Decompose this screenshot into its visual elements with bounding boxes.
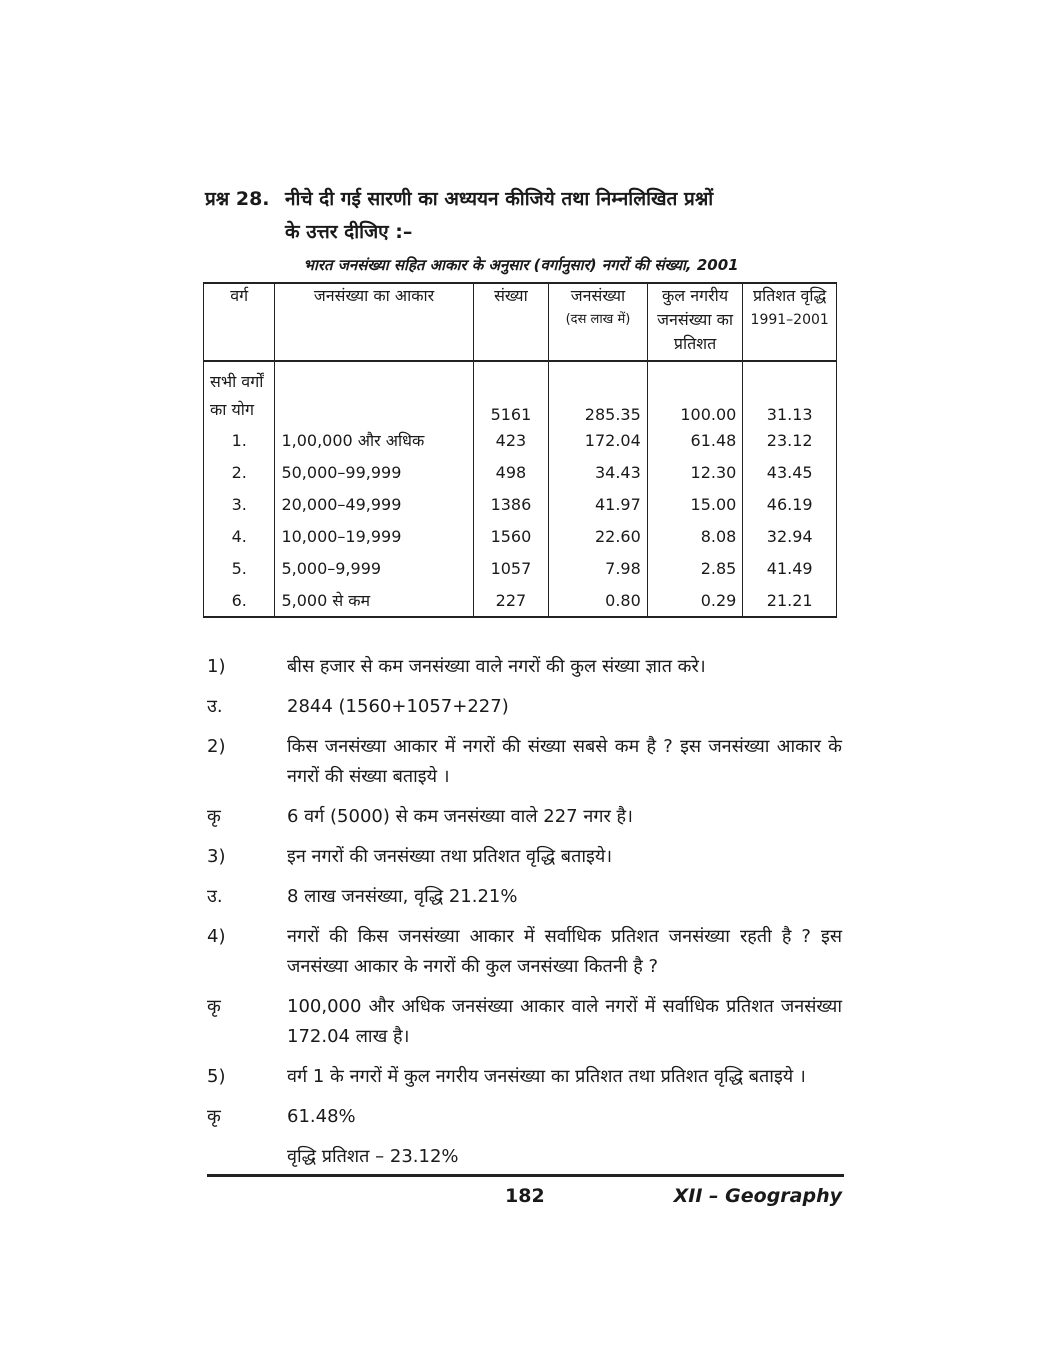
qa-text: वृद्धि प्रतिशत – 23.12% <box>287 1146 459 1167</box>
cell-growth: 46.19 <box>743 488 837 520</box>
qa-label <box>207 1142 287 1172</box>
cell-population: 22.60 <box>549 520 648 552</box>
cell-number: 423 <box>473 424 548 456</box>
cell-population: 34.43 <box>549 456 648 488</box>
cell-number: 1057 <box>473 552 548 584</box>
cell-class: सभी वर्गों का योग <box>204 361 275 424</box>
qa-item <box>207 922 842 982</box>
qa-text: 8 लाख जनसंख्या, वृद्धि 21.21% <box>287 886 518 907</box>
question-number: प्रश्न 28. <box>205 188 270 210</box>
qa-label: 1) <box>207 656 226 677</box>
cell-size: 10,000–19,999 <box>275 520 473 552</box>
towns-population-table <box>203 282 837 618</box>
subject-label: XII – Geography <box>673 1185 842 1207</box>
qa-item <box>207 692 842 722</box>
cell-class: 2. <box>204 456 275 488</box>
header-class: वर्ग <box>204 283 275 361</box>
table-row <box>204 361 837 424</box>
qa-text: 6 वर्ग (5000) से कम जनसंख्या वाले 227 नगर है। <box>287 806 633 827</box>
table-row <box>204 456 837 488</box>
cell-class: 4. <box>204 520 275 552</box>
cell-size: 50,000–99,999 <box>275 456 473 488</box>
qa-label: 4) <box>207 926 226 947</box>
qa-label: कृ <box>207 996 221 1017</box>
qa-text: वर्ग 1 के नगरों में कुल नगरीय जनसंख्या का प्रतिशत तथा प्रतिशत वृद्धि बताइये । <box>287 1066 806 1087</box>
cell-urban-pct: 0.29 <box>647 584 743 617</box>
qa-item <box>207 992 842 1052</box>
cell-growth: 41.49 <box>743 552 837 584</box>
cell-urban-pct: 100.00 <box>647 361 743 424</box>
header-size: जनसंख्या का आकार <box>275 283 473 361</box>
cell-urban-pct: 61.48 <box>647 424 743 456</box>
cell-number: 5161 <box>473 361 548 424</box>
cell-class: 5. <box>204 552 275 584</box>
cell-number: 227 <box>473 584 548 617</box>
cell-urban-pct: 8.08 <box>647 520 743 552</box>
question-line-1: नीचे दी गई सारणी का अध्ययन कीजिये तथा निम्नलिखित प्रश्नों <box>285 188 714 210</box>
qa-text: बीस हजार से कम जनसंख्या वाले नगरों की कुल संख्या ज्ञात करे। <box>287 656 706 677</box>
qa-label: उ. <box>207 696 223 717</box>
cell-urban-pct: 15.00 <box>647 488 743 520</box>
cell-growth: 21.21 <box>743 584 837 617</box>
cell-population: 285.35 <box>549 361 648 424</box>
table-row <box>204 552 837 584</box>
cell-urban-pct: 12.30 <box>647 456 743 488</box>
qa-item <box>207 652 842 682</box>
cell-size: 20,000–49,999 <box>275 488 473 520</box>
cell-size <box>275 361 473 424</box>
header-growth-label: प्रतिशत वृद्धि <box>753 286 827 305</box>
header-population-label: जनसंख्या <box>570 286 626 305</box>
qa-text: इन नगरों की जनसंख्या तथा प्रतिशत वृद्धि बताइये। <box>287 846 613 867</box>
qa-item <box>207 1142 842 1172</box>
header-growth <box>743 283 837 361</box>
qa-label: 5) <box>207 1066 226 1087</box>
cell-class: 3. <box>204 488 275 520</box>
question-line-2: के उत्तर दीजिए :– <box>285 221 413 243</box>
table-caption: भारत जनसंख्या सहित आकार के अनुसार (वर्गानुसार) नगरों की संख्या, 2001 <box>303 256 739 274</box>
qa-text: 61.48% <box>287 1106 356 1127</box>
cell-number: 498 <box>473 456 548 488</box>
qa-label: कृ <box>207 1106 221 1127</box>
qa-item <box>207 842 842 872</box>
qa-label: 3) <box>207 846 226 867</box>
cell-number: 1386 <box>473 488 548 520</box>
cell-growth: 32.94 <box>743 520 837 552</box>
cell-population: 41.97 <box>549 488 648 520</box>
cell-population: 172.04 <box>549 424 648 456</box>
qa-label: उ. <box>207 886 223 907</box>
cell-size: 1,00,000 और अधिक <box>275 424 473 456</box>
page-number: 182 <box>505 1185 545 1207</box>
qa-item <box>207 802 842 832</box>
cell-size: 5,000–9,999 <box>275 552 473 584</box>
footer-divider <box>207 1174 844 1177</box>
cell-class: 6. <box>204 584 275 617</box>
header-population <box>549 283 648 361</box>
header-growth-period: 1991–2001 <box>750 312 829 328</box>
cell-population: 7.98 <box>549 552 648 584</box>
cell-growth: 23.12 <box>743 424 837 456</box>
qa-label: कृ <box>207 806 221 827</box>
cell-urban-pct: 2.85 <box>647 552 743 584</box>
cell-class: 1. <box>204 424 275 456</box>
qa-label: 2) <box>207 736 226 757</box>
qa-item <box>207 732 842 792</box>
header-number: संख्या <box>473 283 548 361</box>
cell-population: 0.80 <box>549 584 648 617</box>
qa-item <box>207 1062 842 1092</box>
table-header-row <box>204 283 837 361</box>
qa-text: 100,000 और अधिक जनसंख्या आकार वाले नगरों में सर्वाधिक प्रतिशत जनसंख्या 172.04 लाख है। <box>287 996 842 1047</box>
qa-item <box>207 882 842 912</box>
table-row <box>204 424 837 456</box>
cell-growth: 31.13 <box>743 361 837 424</box>
qa-text: 2844 (1560+1057+227) <box>287 696 509 717</box>
header-urban-pct: कुल नगरीय जनसंख्या का प्रतिशत <box>647 283 743 361</box>
qa-item <box>207 1102 842 1132</box>
cell-number: 1560 <box>473 520 548 552</box>
qa-text: नगरों की किस जनसंख्या आकार में सर्वाधिक प्रतिशत जनसंख्या रहती है ? इस जनसंख्या आकार के नगरों की कुल जनसंख्या कितनी है ? <box>287 926 842 977</box>
header-population-unit: (दस लाख में) <box>565 312 631 327</box>
table-row <box>204 584 837 617</box>
table-row <box>204 520 837 552</box>
question-heading <box>205 183 845 249</box>
cell-size: 5,000 से कम <box>275 584 473 617</box>
cell-growth: 43.45 <box>743 456 837 488</box>
table-row <box>204 488 837 520</box>
questions-answers <box>207 652 842 1182</box>
qa-text: किस जनसंख्या आकार में नगरों की संख्या सबसे कम है ? इस जनसंख्या आकार के नगरों की संख्या बताइये । <box>287 736 842 787</box>
